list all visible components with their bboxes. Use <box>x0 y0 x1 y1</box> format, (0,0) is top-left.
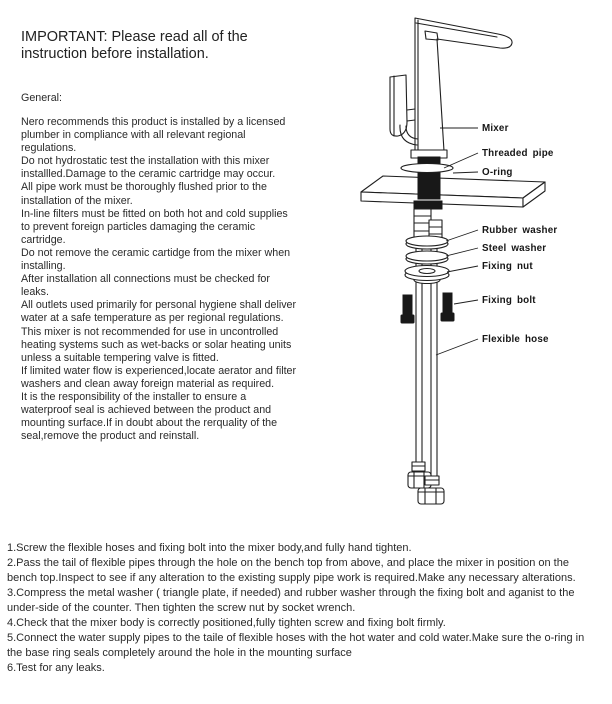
label-fixing-nut: Fixing nut <box>482 261 533 272</box>
fixing-bolt-left-shape <box>401 295 414 323</box>
label-threaded-pipe: Threaded pipe <box>482 148 554 159</box>
step-item: 4.Check that the mixer body is correctly positioned,fully tighten screw and fixing bolt firmly. <box>7 617 446 629</box>
paragraph: After installation all connections must be checked for leaks. <box>21 273 270 299</box>
fixing-nut-shape <box>405 266 449 284</box>
general-section-label: General: <box>21 92 62 104</box>
installation-steps <box>7 541 597 676</box>
handle-lever-shape <box>390 75 418 145</box>
step-item: 6.Test for any leaks. <box>7 662 105 674</box>
step-item: 2.Pass the tail of flexible pipes through the hole on the bench top from above, and place the mixer in position on the bench top.Inspect to see if any alteration to the existing supply pipe work is required.Make any necessary alterations. <box>7 557 576 584</box>
pipe-under-bench-shape <box>414 201 442 209</box>
step-item: 3.Compress the metal washer ( triangle plate, if needed) and rubber washer through the fixing bolt and aganist to the under-side of the counter. Then tighten the screw nut by socket wrench. <box>7 587 575 614</box>
paragraph: All pipe work must be thoroughly flushed prior to the installation of the mixer. <box>21 181 267 207</box>
step-item: 5.Connect the water supply pipes to the taile of flexible hoses with the hot water and cold water.Make sure the o-ring in the base ring seals completely around the hole in the mounting surface <box>7 632 585 659</box>
paragraph: Do not remove the ceramic cartidge from the mixer when installing. <box>21 246 291 273</box>
fixing-bolt-right-shape <box>441 293 454 321</box>
general-paragraphs <box>21 116 297 443</box>
paragraph: All outlets used primarily for personal hygiene shall deliver water at a safe temperature as per regional regulations. <box>21 299 297 325</box>
label-fixing-bolt: Fixing bolt <box>482 295 536 306</box>
rubber-washer-shape <box>406 236 448 249</box>
paragraph: If limited water flow is experienced,locate aerator and filter washers and clean away foreign material as required. <box>21 364 297 390</box>
step-item: 1.Screw the flexible hoses and fixing bolt into the mixer body,and fully hand tighten. <box>7 542 412 554</box>
label-mixer: Mixer <box>482 123 509 134</box>
label-rubber-washer: Rubber washer <box>482 225 558 236</box>
o-ring-shape <box>401 164 453 173</box>
label-steel-washer: Steel washer <box>482 243 547 254</box>
paragraph: Nero recommends this product is installed by a licensed plumber in compliance with all relevant regional regulations. <box>21 116 286 155</box>
paragraph: In-line filters must be fitted on both hot and cold supplies to prevent foreign particles damaging the ceramic cartridge. <box>21 207 288 246</box>
mixer-installation-diagram <box>330 10 612 540</box>
label-o-ring: O-ring <box>482 167 513 178</box>
page-title: IMPORTANT: Please read all of the instruction before installation. <box>21 29 248 62</box>
mixer-tap-drawing <box>390 18 512 158</box>
bench-top-shape <box>361 176 545 207</box>
paragraph: Do not hydrostatic test the installation with this mixer installled.Damage to the ceramic cartridge may occur. <box>21 155 276 181</box>
paragraph: It is the responsibility of the installer to ensure a waterproof seal is achieved between the product and mounting surface.If in doubt about the rerquality of the seal,remove the product and reinstall. <box>21 390 278 443</box>
paragraph: This mixer is not recommended for use in uncontrolled heating systems such as wet-backs or solar heating units unless a suitable tempering valve is fitted. <box>21 325 292 364</box>
steel-washer-shape <box>406 251 448 264</box>
label-flexible-hose: Flexible hose <box>482 334 549 345</box>
